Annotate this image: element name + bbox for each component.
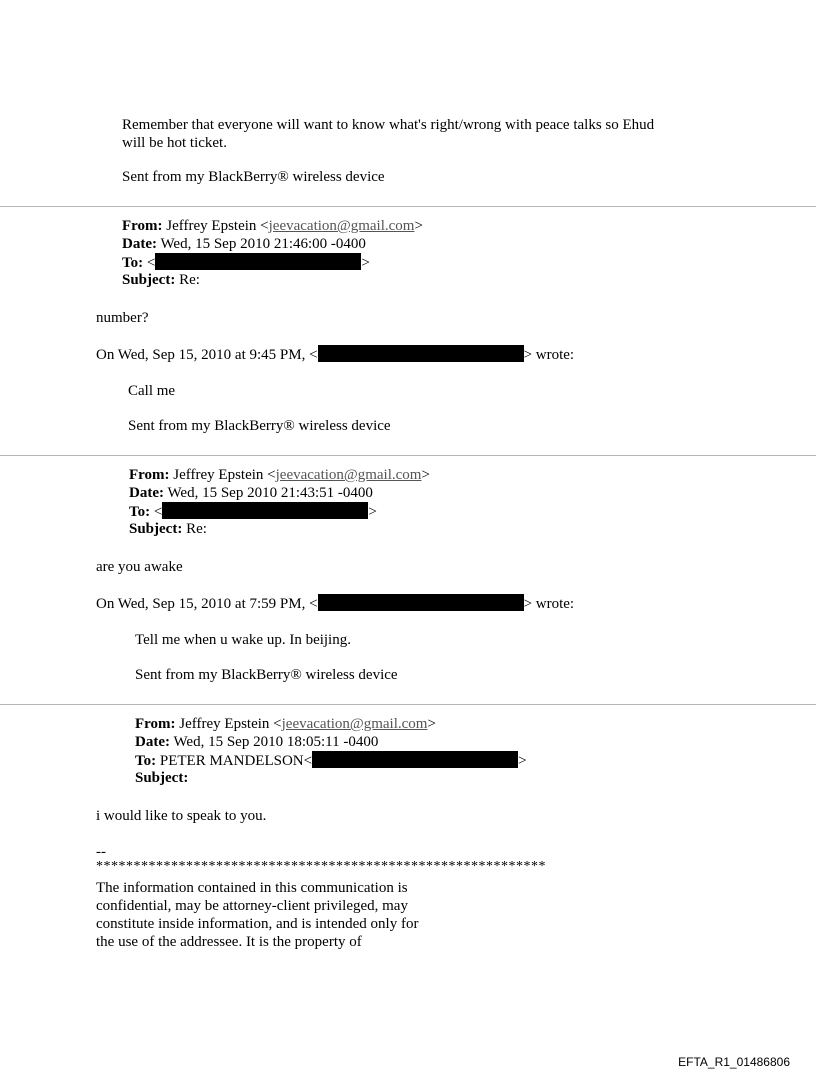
email-date bbox=[129, 484, 373, 502]
from-close: > bbox=[421, 467, 430, 483]
date-value: Wed, 15 Sep 2010 21:43:51 -0400 bbox=[167, 485, 373, 501]
date-value: Wed, 15 Sep 2010 18:05:11 -0400 bbox=[173, 734, 379, 750]
subject-value: Re: bbox=[186, 521, 207, 537]
to-open: < bbox=[153, 504, 163, 520]
email-to bbox=[135, 751, 527, 770]
email-date bbox=[122, 235, 366, 253]
redaction-box bbox=[155, 253, 361, 270]
email-date bbox=[135, 733, 378, 751]
email-body: number? bbox=[96, 310, 149, 326]
signature-line: Sent from my BlackBerry® wireless device bbox=[135, 667, 398, 683]
disclaimer-line: The information contained in this communication is bbox=[96, 880, 408, 896]
from-name: Jeffrey Epstein < bbox=[179, 716, 282, 732]
email-to bbox=[129, 502, 377, 521]
email-from bbox=[135, 715, 436, 733]
quoted-body: Tell me when u wake up. In beijing. bbox=[135, 632, 351, 648]
email-subject bbox=[122, 271, 200, 289]
redaction-box bbox=[162, 502, 368, 519]
signature-line: Sent from my BlackBerry® wireless device bbox=[128, 418, 391, 434]
document-id: EFTA_R1_01486806 bbox=[678, 1055, 790, 1069]
quote-suffix: > wrote: bbox=[523, 347, 575, 363]
quote-prefix: On Wed, Sep 15, 2010 at 7:59 PM, < bbox=[96, 596, 318, 612]
to-label: To: bbox=[129, 504, 151, 520]
from-label: From: bbox=[122, 218, 163, 234]
divider bbox=[0, 206, 816, 207]
to-close: > bbox=[518, 753, 527, 769]
to-close: > bbox=[361, 255, 370, 271]
quoted-body: Call me bbox=[128, 383, 176, 399]
signature-line: Sent from my BlackBerry® wireless device bbox=[122, 169, 385, 185]
to-open: < bbox=[146, 255, 156, 271]
date-label: Date: bbox=[135, 734, 170, 750]
date-value: Wed, 15 Sep 2010 21:46:00 -0400 bbox=[160, 236, 366, 252]
from-email-link[interactable]: jeevacation@gmail.com bbox=[275, 467, 422, 483]
from-name: Jeffrey Epstein < bbox=[166, 218, 269, 234]
email-body: are you awake bbox=[96, 559, 183, 575]
disclaimer-line: confidential, may be attorney-client privileged, may bbox=[96, 898, 408, 914]
to-label: To: bbox=[122, 255, 144, 271]
email-body: i would like to speak to you. bbox=[96, 808, 267, 824]
subject-label: Subject: bbox=[129, 521, 183, 537]
date-label: Date: bbox=[129, 485, 164, 501]
disclaimer-line: constitute inside information, and is intended only for bbox=[96, 916, 419, 932]
redaction-box bbox=[318, 345, 524, 362]
divider bbox=[0, 455, 816, 456]
email-to bbox=[122, 253, 370, 272]
disclaimer-line: the use of the addressee. It is the property of bbox=[96, 934, 362, 950]
email-from bbox=[129, 466, 430, 484]
to-close: > bbox=[368, 504, 377, 520]
signature-dash: -- bbox=[96, 844, 106, 860]
redaction-box bbox=[312, 751, 518, 768]
from-label: From: bbox=[135, 716, 176, 732]
from-close: > bbox=[427, 716, 436, 732]
from-close: > bbox=[414, 218, 423, 234]
subject-value: Re: bbox=[179, 272, 200, 288]
from-email-link[interactable]: jeevacation@gmail.com bbox=[281, 716, 428, 732]
body-line: Remember that everyone will want to know what's right/wrong with peace talks so Ehud bbox=[122, 117, 655, 133]
quote-suffix: > wrote: bbox=[523, 596, 575, 612]
subject-label: Subject: bbox=[135, 770, 189, 786]
from-email-link[interactable]: jeevacation@gmail.com bbox=[268, 218, 415, 234]
quote-attribution bbox=[96, 345, 574, 364]
date-label: Date: bbox=[122, 236, 157, 252]
to-label: To: bbox=[135, 753, 157, 769]
redaction-box bbox=[318, 594, 524, 611]
to-open: PETER MANDELSON< bbox=[159, 753, 313, 769]
from-name: Jeffrey Epstein < bbox=[173, 467, 276, 483]
email-from bbox=[122, 217, 423, 235]
asterisk-separator: ************************************************************ bbox=[96, 859, 546, 874]
subject-label: Subject: bbox=[122, 272, 176, 288]
email-subject bbox=[129, 520, 207, 538]
email-subject bbox=[135, 769, 188, 787]
quote-attribution bbox=[96, 594, 574, 613]
divider bbox=[0, 704, 816, 705]
quote-prefix: On Wed, Sep 15, 2010 at 9:45 PM, < bbox=[96, 347, 318, 363]
from-label: From: bbox=[129, 467, 170, 483]
body-line: will be hot ticket. bbox=[122, 135, 227, 151]
